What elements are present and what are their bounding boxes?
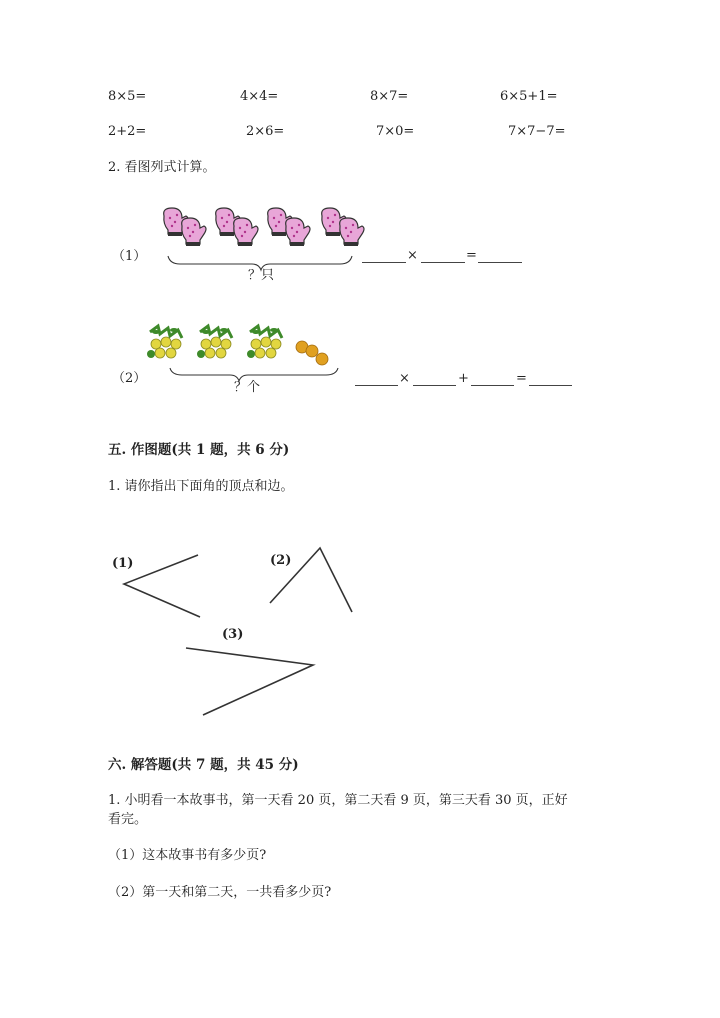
- angle-label-3: (3): [222, 627, 244, 642]
- q2-item2-label: （2）: [112, 371, 147, 386]
- angle-label-2: (2): [270, 553, 292, 568]
- arith-1-1: 8×5=: [108, 89, 147, 104]
- q2-item2-blank-4[interactable]: [529, 385, 572, 386]
- s6-q1-line2: 看完。: [108, 812, 148, 827]
- q2-title: 2. 看图列式计算。: [108, 160, 216, 175]
- flower-bunch-2: [197, 326, 232, 358]
- mitten-pair-1: [164, 208, 206, 246]
- flower-bunch-3: [247, 326, 282, 358]
- angle-1: [124, 555, 200, 617]
- q2-item2-blank-2[interactable]: [413, 385, 456, 386]
- section5-heading: 五. 作图题(共 1 题，共 6 分): [108, 442, 290, 458]
- q2-item2-equals: =: [516, 371, 527, 386]
- q2-item1-equals: =: [466, 248, 477, 263]
- q2-item2-blank-3[interactable]: [471, 385, 514, 386]
- orange-group: [296, 341, 328, 365]
- q2-item2-plus: +: [458, 371, 469, 386]
- q2-item1-blank-2[interactable]: [421, 262, 465, 263]
- arith-2-2: 2×6=: [246, 124, 285, 139]
- arith-2-4: 7×7−7=: [508, 124, 566, 139]
- arith-1-4: 6×5+1=: [500, 89, 558, 104]
- arith-2-3: 7×0=: [376, 124, 415, 139]
- s5-q1: 1. 请你指出下面角的顶点和边。: [108, 479, 294, 494]
- mitten-pair-4: [322, 208, 364, 246]
- q2-item1-blank-1[interactable]: [362, 262, 406, 263]
- mitten-pair-3: [268, 208, 310, 246]
- arith-2-1: 2+2=: [108, 124, 147, 139]
- q2-item1-label: （1）: [112, 249, 147, 264]
- arith-1-3: 8×7=: [370, 89, 409, 104]
- q2-item2-times: ×: [399, 371, 410, 386]
- q2-item1-blank-3[interactable]: [478, 262, 522, 263]
- angle-label-1: (1): [112, 556, 134, 571]
- s6-q1-sub1: （1）这本故事书有多少页?: [108, 848, 267, 863]
- section6-heading: 六. 解答题(共 7 题，共 45 分): [108, 757, 299, 773]
- q2-item2-brace-label: ？个: [234, 380, 261, 395]
- flower-bunch-1: [147, 326, 182, 358]
- arith-1-2: 4×4=: [240, 89, 279, 104]
- angle-3: [186, 648, 313, 715]
- q2-item1-times: ×: [407, 248, 418, 263]
- q2-item2-blank-1[interactable]: [355, 385, 398, 386]
- s6-q1-line1: 1. 小明看一本故事书，第一天看 20 页，第二天看 9 页，第三天看 30 页，正好: [108, 793, 568, 808]
- s6-q1-sub2: （2）第一天和第二天，一共看多少页?: [108, 885, 332, 900]
- mitten-pair-2: [216, 208, 258, 246]
- q2-item1-brace-label: ？只: [248, 268, 275, 283]
